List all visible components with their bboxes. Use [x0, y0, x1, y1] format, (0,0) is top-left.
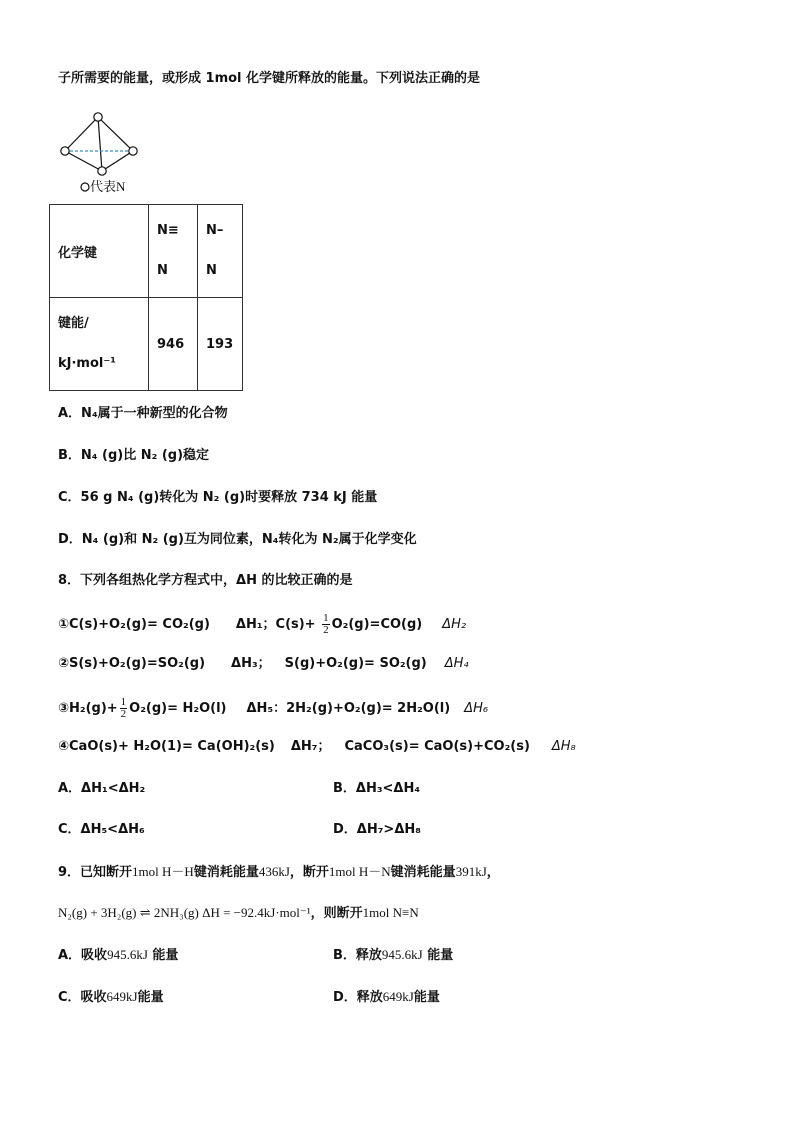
header-triple-bond: N≡ N — [149, 205, 198, 298]
value-triple-bond: 946 — [149, 298, 198, 391]
q9-equation: N₂(g) + 3H₂(g) ⇌ 2NH₃(g) ΔH = −92.4kJ·mol⁻¹，则断开1mol N≡N — [58, 905, 419, 921]
header-bond: 化学键 — [50, 205, 149, 298]
table-row — [50, 298, 243, 391]
value-single-bond: 193 — [198, 298, 243, 391]
fraction-half: $\frac{1}{2}$ — [120, 696, 127, 720]
n4-molecule-diagram — [56, 108, 146, 184]
q9-stem: 9．已知断开1mol H－H键消耗能量436kJ，断开1mol H－N键消耗能量391kJ， — [58, 864, 500, 880]
q7-option-d[interactable]: D．N₄ (g)和 N₂ (g)互为同位素，N₄转化为 N₂属于化学变化 — [58, 532, 417, 547]
q8-option-c[interactable]: C．ΔH₅<ΔH₆ — [58, 822, 145, 837]
fraction-half: $\frac{1}{2}$ — [323, 612, 329, 636]
header-single-bond: N– N — [198, 205, 243, 298]
row-label-bond-energy: 键能/ kJ·mol⁻¹ — [50, 298, 149, 391]
q7-option-b[interactable]: B．N₄ (g)比 N₂ (g)稳定 — [58, 448, 210, 463]
q8-equation-2: ②S(s)+O₂(g)=SO₂(g) ΔH₃； S(g)+O₂(g)= SO₂(g) ΔH₄ — [58, 656, 469, 671]
atom-circle-icon — [80, 182, 90, 192]
q9-option-a[interactable]: A．吸收945.6kJ 能量 — [58, 947, 179, 963]
q9-option-c[interactable]: C．吸收649kJ能量 — [58, 989, 164, 1005]
q8-option-b[interactable]: B．ΔH₃<ΔH₄ — [333, 781, 421, 796]
q9-option-d[interactable]: D．释放649kJ能量 — [333, 989, 440, 1005]
q8-stem: 8．下列各组热化学方程式中，ΔH 的比较正确的是 — [58, 573, 353, 588]
bond-energy-table — [49, 204, 243, 391]
intro-text: 子所需要的能量，或形成 1mol 化学键所释放的能量。下列说法正确的是 — [58, 71, 481, 86]
q8-equation-1: ①C(s)+O₂(g)= CO₂(g) ΔH₁；C(s)+ $\frac{1}{2}$ O₂(g)=CO(g) ΔH₂ — [58, 612, 467, 636]
q8-option-a[interactable]: A．ΔH₁<ΔH₂ — [58, 781, 146, 796]
table-row — [50, 205, 243, 298]
molecule-legend — [80, 176, 125, 195]
q7-option-c[interactable]: C．56 g N₄ (g)转化为 N₂ (g)时要释放 734 kJ 能量 — [58, 490, 378, 505]
q7-option-a[interactable]: A．N₄属于一种新型的化合物 — [58, 406, 228, 421]
q8-equation-3: ③H₂(g)+ $\frac{1}{2}$ O₂(g)= H₂O(l) ΔH₅：2H₂(g)+O₂(g)= 2H₂O(l) ΔH₆ — [58, 696, 489, 720]
q9-option-b[interactable]: B．释放945.6kJ 能量 — [333, 947, 454, 963]
molecule-legend-text: 代表N — [90, 179, 126, 194]
q8-equation-4: ④CaO(s)+ H₂O(1)= Ca(OH)₂(s) ΔH₇； CaCO₃(s)= CaO(s)+CO₂(s) ΔH₈ — [58, 739, 576, 754]
q8-option-d[interactable]: D．ΔH₇>ΔH₈ — [333, 822, 421, 837]
